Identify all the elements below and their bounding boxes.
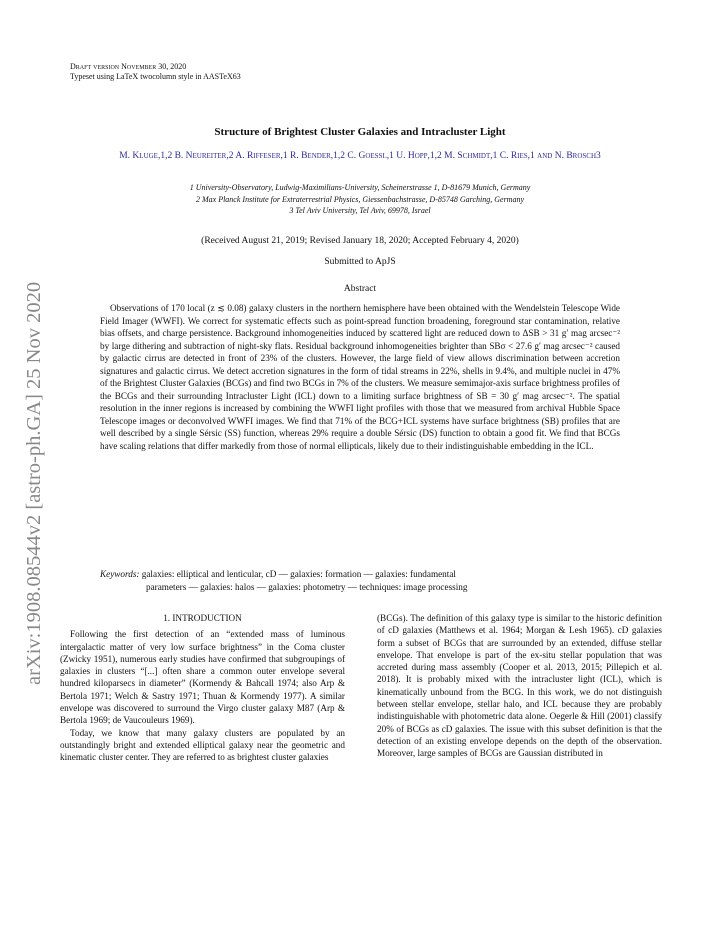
keywords-line-1: galaxies: elliptical and lenticular, cD — galaxies: formation — galaxies: fundamental [141, 569, 456, 579]
keywords [100, 568, 620, 593]
author-list: M. Kluge,1,2 B. Neureiter,2 A. Riffeser,1 R. Bender,1,2 C. Goessl,1 U. Hopp,1,2 M. Schmidt,1 C. Ries,1 and N. Brosch3 [119, 151, 601, 161]
page-header [70, 62, 241, 82]
received-dates: (Received August 21, 2019; Revised January 18, 2020; Accepted February 4, 2020) [201, 236, 519, 246]
submitted-to: Submitted to ApJS [324, 257, 396, 267]
keywords-line-2: parameters — galaxies: halos — galaxies: photometry — techniques: image processing [146, 581, 468, 592]
intro-paragraph-1: Following the first detection of an “extended mass of luminous intergalactic matter of very low surface brightness” in the Coma cluster (Zwicky 1951), numerous early studies have confirmed that subgroupings of galaxies in clusters “[...] often share a common outer envelope several hundred kiloparsecs in diameter” (Kormendy & Bahcall 1974; also Arp & Bertola 1971; Welch & Sastry 1971; Thuan & Kormendy 1977). A similar envelope was discovered to surround the Virgo cluster galaxy M87 (Arp & Bertola 1969; de Vaucouleurs 1969). [60, 629, 345, 726]
intro-paragraph-2: Today, we know that many galaxy clusters are populated by an outstandingly bright and extended elliptical galaxy near the geometric and kinematic cluster center. They are referred to as brightest cluster galaxies [60, 727, 345, 763]
draft-line: Draft version November 30, 2020 [70, 62, 187, 71]
section-heading: 1. INTRODUCTION [163, 613, 242, 623]
typeset-line: Typeset using LaTeX twocolumn style in AASTeX63 [70, 72, 241, 81]
keywords-label: Keywords: [100, 569, 140, 579]
intro-paragraph-3: (BCGs). The definition of this galaxy type is similar to the historic definition of cD galaxies (Matthews et al. 1964; Morgan & Lesh 1965). cD galaxies form a subset of BCGs that are surrounded by an extended, diffuse stellar envelope. That envelope is part of the ex-situ stellar population that was accreted during mass assembly (Cooper et al. 2013, 2015; Pillepich et al. 2018). It is probably mixed with the intracluster light (ICL), which is kinematically unbound from the BCG. In this work, we do not distinguish between stellar envelope, stellar halo, and ICL because they are probably indistinguishable with photometric data alone. Oegerle & Hill (2001) classify 20% of BCGs as cD galaxies. The issue with this subset definition is that the detection of an existing envelope depends on the depth of the observation. Moreover, large samples of BCGs are Gaussian distributed in [377, 613, 662, 759]
arxiv-id: arXiv:1908.08544v2 [astro-ph.GA] 25 Nov 2020 [23, 281, 45, 685]
affiliation-1: 1 University-Observatory, Ludwig-Maximilians-University, Scheinerstrasse 1, D-81679 Munich, Germany [189, 183, 531, 192]
left-column [60, 612, 345, 764]
right-column [377, 612, 662, 760]
affiliations [70, 182, 650, 217]
abstract-heading: Abstract [343, 284, 377, 294]
arxiv-stamp [10, 200, 50, 700]
affiliation-3: 3 Tel Aviv University, Tel Aviv, 69978, Israel [289, 206, 431, 215]
paper-title: Structure of Brightest Cluster Galaxies and Intracluster Light [214, 126, 506, 138]
affiliation-2: 2 Max Planck Institute for Extraterrestrial Physics, Giessenbachstrasse, D-85748 Garching, Germany [195, 194, 525, 204]
abstract-text: Observations of 170 local (z ≲ 0.08) galaxy clusters in the northern hemisphere have been obtained with the Wendelstein Telescope Wide Field Imager (WWFI). We correct for systematic effects such as point-spread function broadening, foreground star contamination, relative bias offsets, and charge persistence. Background inhomogeneities induced by scattered light are reduced down to ΔSB > 31 g′ mag arcsec⁻² by large dithering and subtraction of night-sky flats. Residual background inhomogeneities brighter than SBσ < 27.6 g′ mag arcsec⁻² caused by galactic cirrus are detected in front of 23% of the clusters. However, the large field of view allows discrimination between accretion signatures and galactic cirrus. We detect accretion signatures in the form of tidal streams in 22%, shells in 9.4%, and multiple nuclei in 47% of the Brightest Cluster Galaxies (BCGs) and find two BCGs in 7% of the clusters. We measure semimajor-axis surface brightness profiles of the BCGs and their surrounding Intracluster Light (ICL) down to a limiting surface brightness of SB = 30 g′ mag arcsec⁻². The spatial resolution in the inner regions is increased by combining the WWFI light profiles with those that we measured from archival Hubble Space Telescope images or deconvolved WWFI images. We find that 71% of the BCG+ICL systems have surface brightness (SB) profiles that are well described by a single Sérsic (SS) function, whereas 29% require a double Sérsic (DS) function to obtain a good fit. We find that BCGs have scaling relations that differ markedly from those of normal ellipticals, likely due to their indistinguishable embedding in the ICL. [100, 303, 620, 452]
